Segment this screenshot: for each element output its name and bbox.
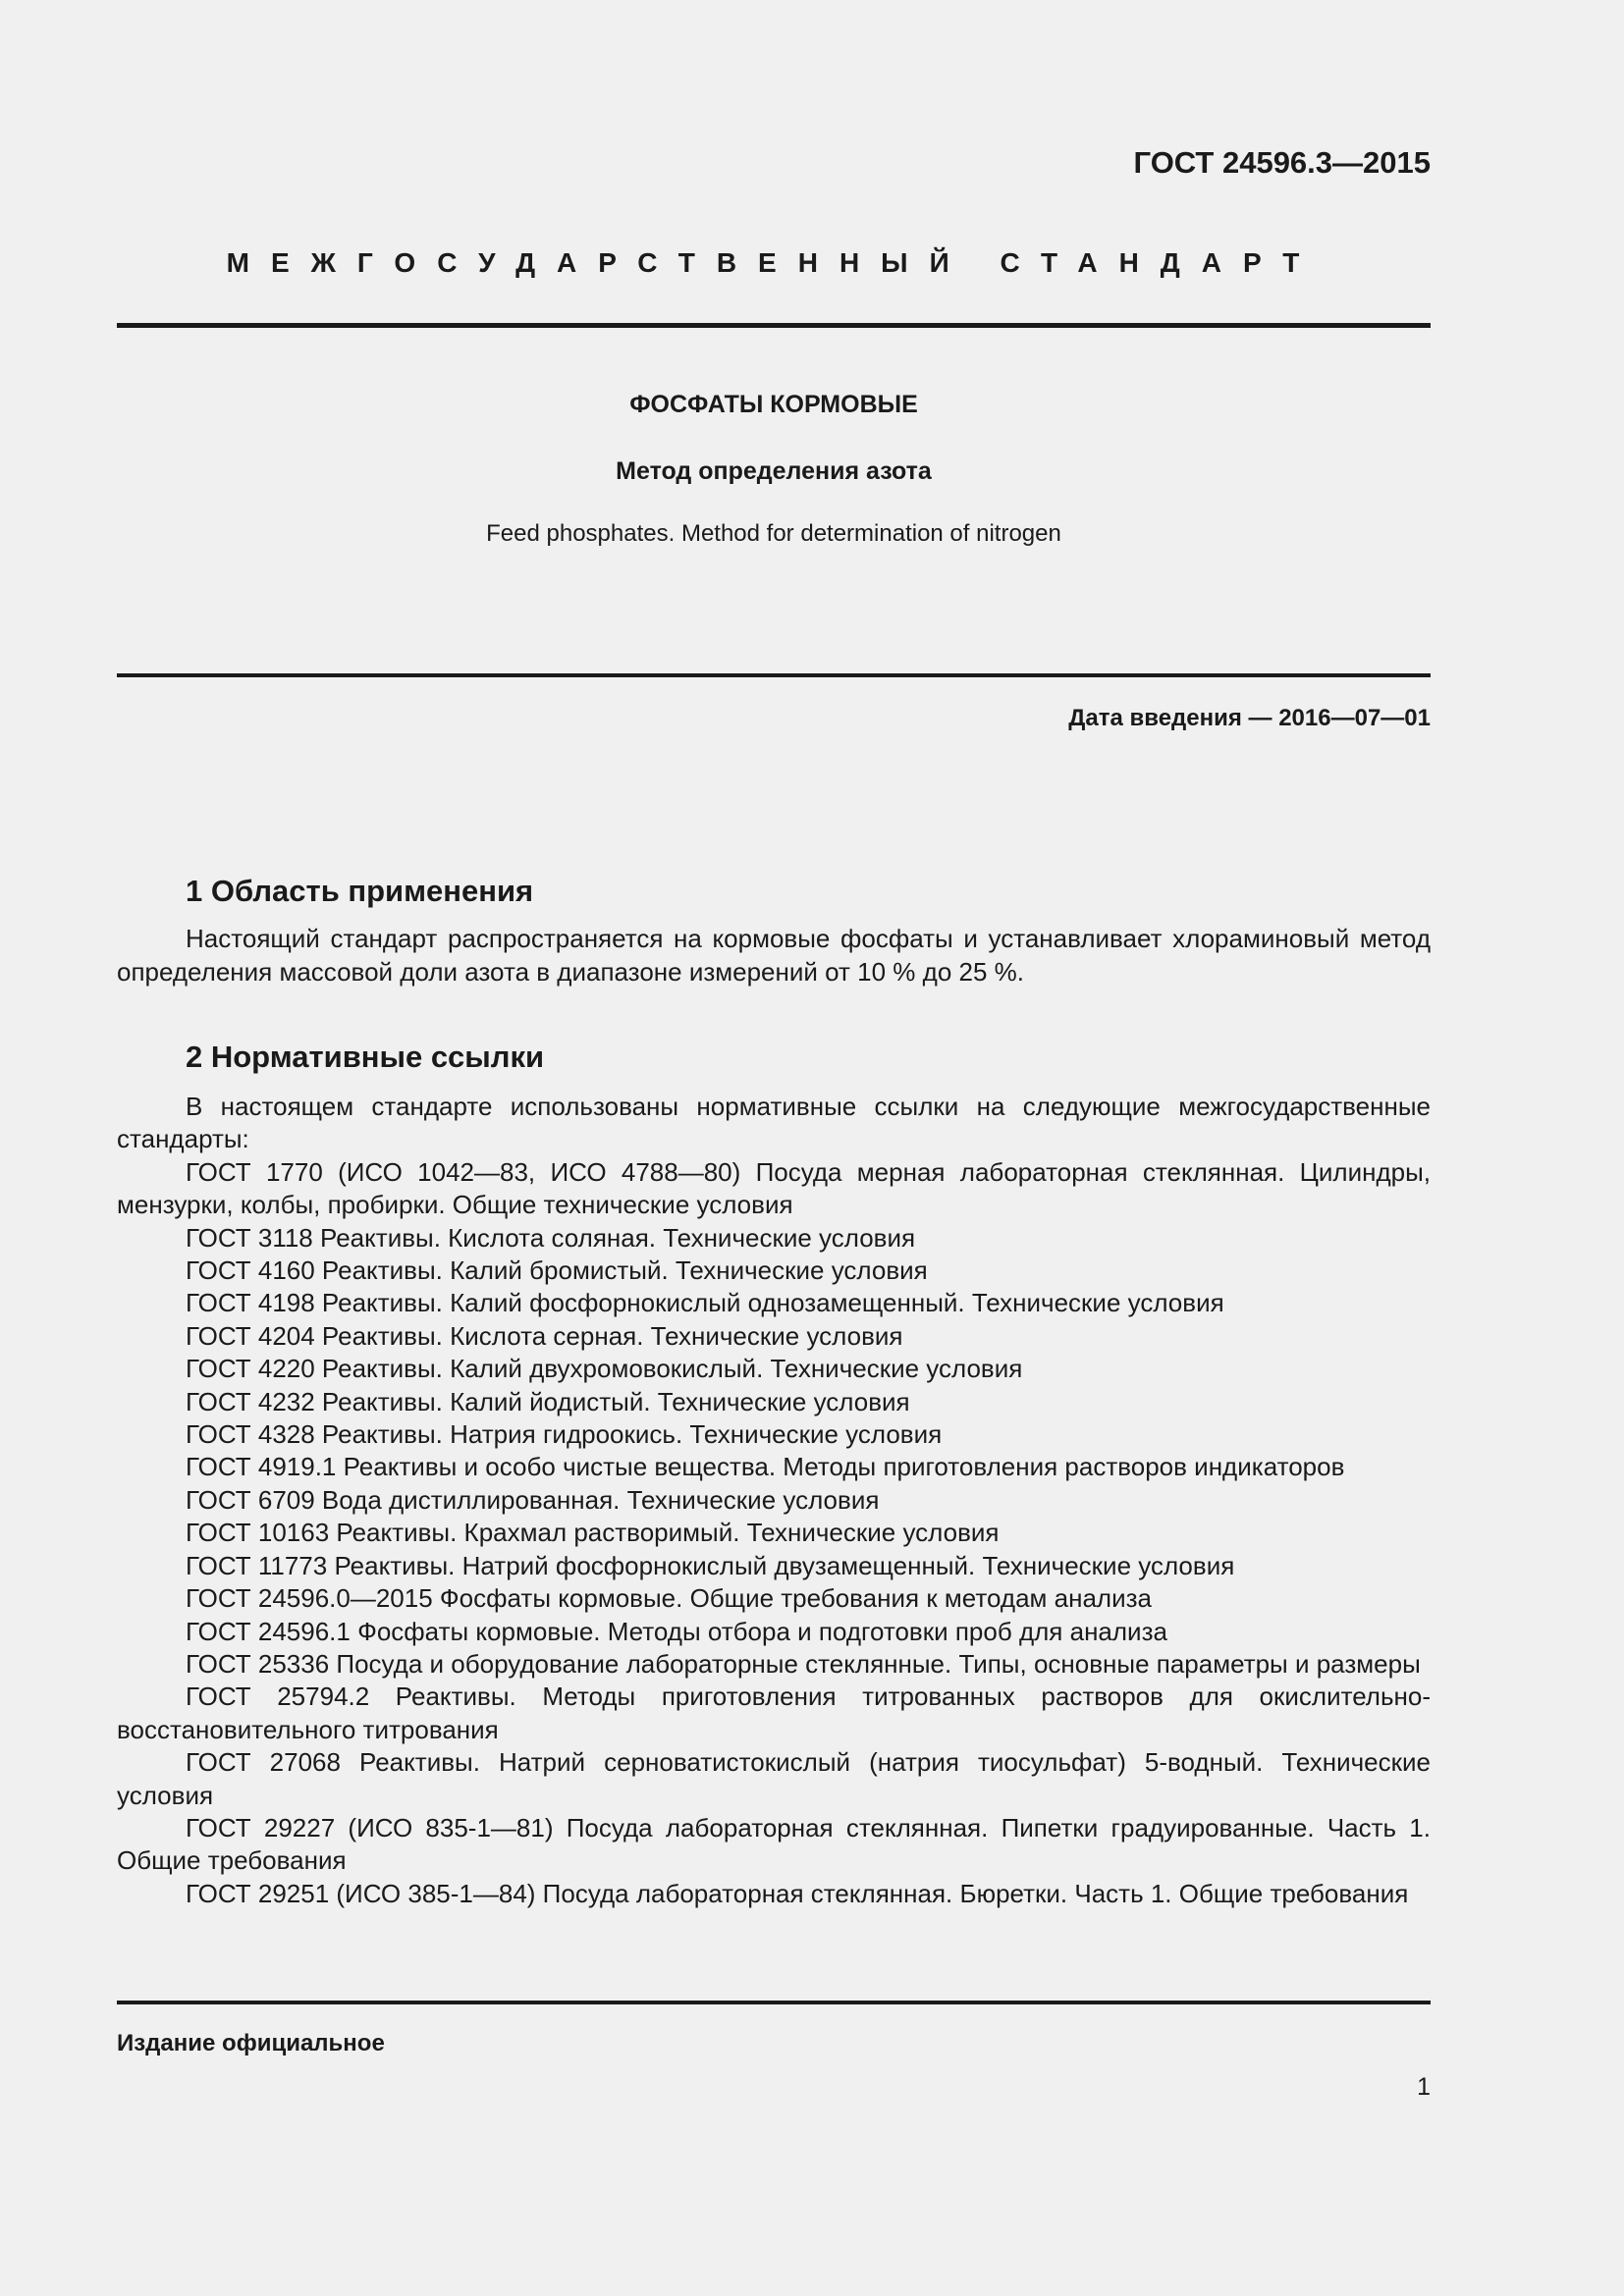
reference-item: ГОСТ 24596.0—2015 Фосфаты кормовые. Общие требования к методам анализа — [186, 1583, 1152, 1614]
reference-item: ГОСТ 4919.1 Реактивы и особо чистые вещества. Методы приготовления растворов индикаторов — [186, 1452, 1345, 1482]
section-normative-references — [117, 1038, 1431, 1910]
reference-list — [117, 1156, 1431, 1910]
edition-note: Издание официальное — [117, 2030, 385, 2056]
doc-title: ФОСФАТЫ КОРМОВЫЕ — [629, 391, 918, 418]
header-rule — [117, 323, 1431, 328]
reference-item: ГОСТ 4198 Реактивы. Калий фосфорнокислый однозамещенный. Технические условия — [186, 1288, 1224, 1318]
footer-rule — [117, 2001, 1431, 2004]
reference-item: ГОСТ 10163 Реактивы. Крахмал растворимый. Технические условия — [186, 1518, 1000, 1548]
reference-item: ГОСТ 4204 Реактивы. Кислота серная. Технические условия — [186, 1320, 903, 1351]
doc-subtitle: Метод определения азота — [616, 457, 932, 485]
section-heading: 1 Область применения — [186, 874, 534, 908]
standard-kind: МЕЖГОСУДАРСТВЕННЫЙ СТАНДАРТ — [226, 247, 1322, 278]
reference-item: ГОСТ 4232 Реактивы. Калий йодистый. Технические условия — [186, 1386, 910, 1416]
reference-item: ГОСТ 6709 Вода дистиллированная. Технические условия — [186, 1484, 880, 1515]
section-paragraph: В настоящем стандарте использованы нормативные ссылки на следующие межгосударственные стандарты: — [117, 1092, 1431, 1154]
section-paragraph: Настоящий стандарт распространяется на кормовые фосфаты и устанавливает хлораминовый метод определения массовой доли азота в диапазоне измерений от 10 % до 25 %. — [117, 924, 1431, 987]
reference-item: ГОСТ 27068 Реактивы. Натрий серноватистокислый (натрия тиосульфат) 5-водный. Технические условия — [117, 1747, 1431, 1810]
doc-code: ГОСТ 24596.3—2015 — [1133, 145, 1431, 180]
reference-item: ГОСТ 25336 Посуда и оборудование лабораторные стеклянные. Типы, основные параметры и размеры — [186, 1648, 1421, 1679]
section-heading: 2 Нормативные ссылки — [186, 1040, 545, 1074]
reference-item: ГОСТ 4220 Реактивы. Калий двухромовокислый. Технические условия — [186, 1354, 1023, 1384]
reference-item: ГОСТ 29251 (ИСО 385-1—84) Посуда лабораторная стеклянная. Бюретки. Часть 1. Общие требования — [186, 1878, 1409, 1908]
reference-item: ГОСТ 4160 Реактивы. Калий бромистый. Технические условия — [186, 1255, 928, 1286]
title-rule — [117, 673, 1431, 677]
document-page — [117, 0, 1431, 2296]
reference-item: ГОСТ 25794.2 Реактивы. Методы приготовления титрованных растворов для окислительно-восстановительного титрования — [117, 1682, 1431, 1744]
reference-item: ГОСТ 29227 (ИСО 835-1—81) Посуда лабораторная стеклянная. Пипетки градуированные. Часть 1. Общие требования — [117, 1812, 1431, 1876]
reference-item: ГОСТ 3118 Реактивы. Кислота соляная. Технические условия — [186, 1222, 916, 1253]
reference-item: ГОСТ 11773 Реактивы. Натрий фосфорнокислый двузамещенный. Технические условия — [186, 1550, 1235, 1580]
introduction-date: Дата введения — 2016—07—01 — [1068, 705, 1431, 731]
reference-item: ГОСТ 1770 (ИСО 1042—83, ИСО 4788—80) Посуда мерная лабораторная стеклянная. Цилиндры, мензурки, колбы, пробирки. Общие технические условия — [117, 1156, 1431, 1220]
reference-item: ГОСТ 24596.1 Фосфаты кормовые. Методы отбора и подготовки проб для анализа — [186, 1616, 1167, 1646]
section-scope — [117, 872, 1431, 988]
doc-title-english: Feed phosphates. Method for determination of nitrogen — [486, 520, 1061, 547]
reference-item: ГОСТ 4328 Реактивы. Натрия гидроокись. Технические условия — [186, 1419, 943, 1450]
page-number: 1 — [1417, 2073, 1431, 2101]
